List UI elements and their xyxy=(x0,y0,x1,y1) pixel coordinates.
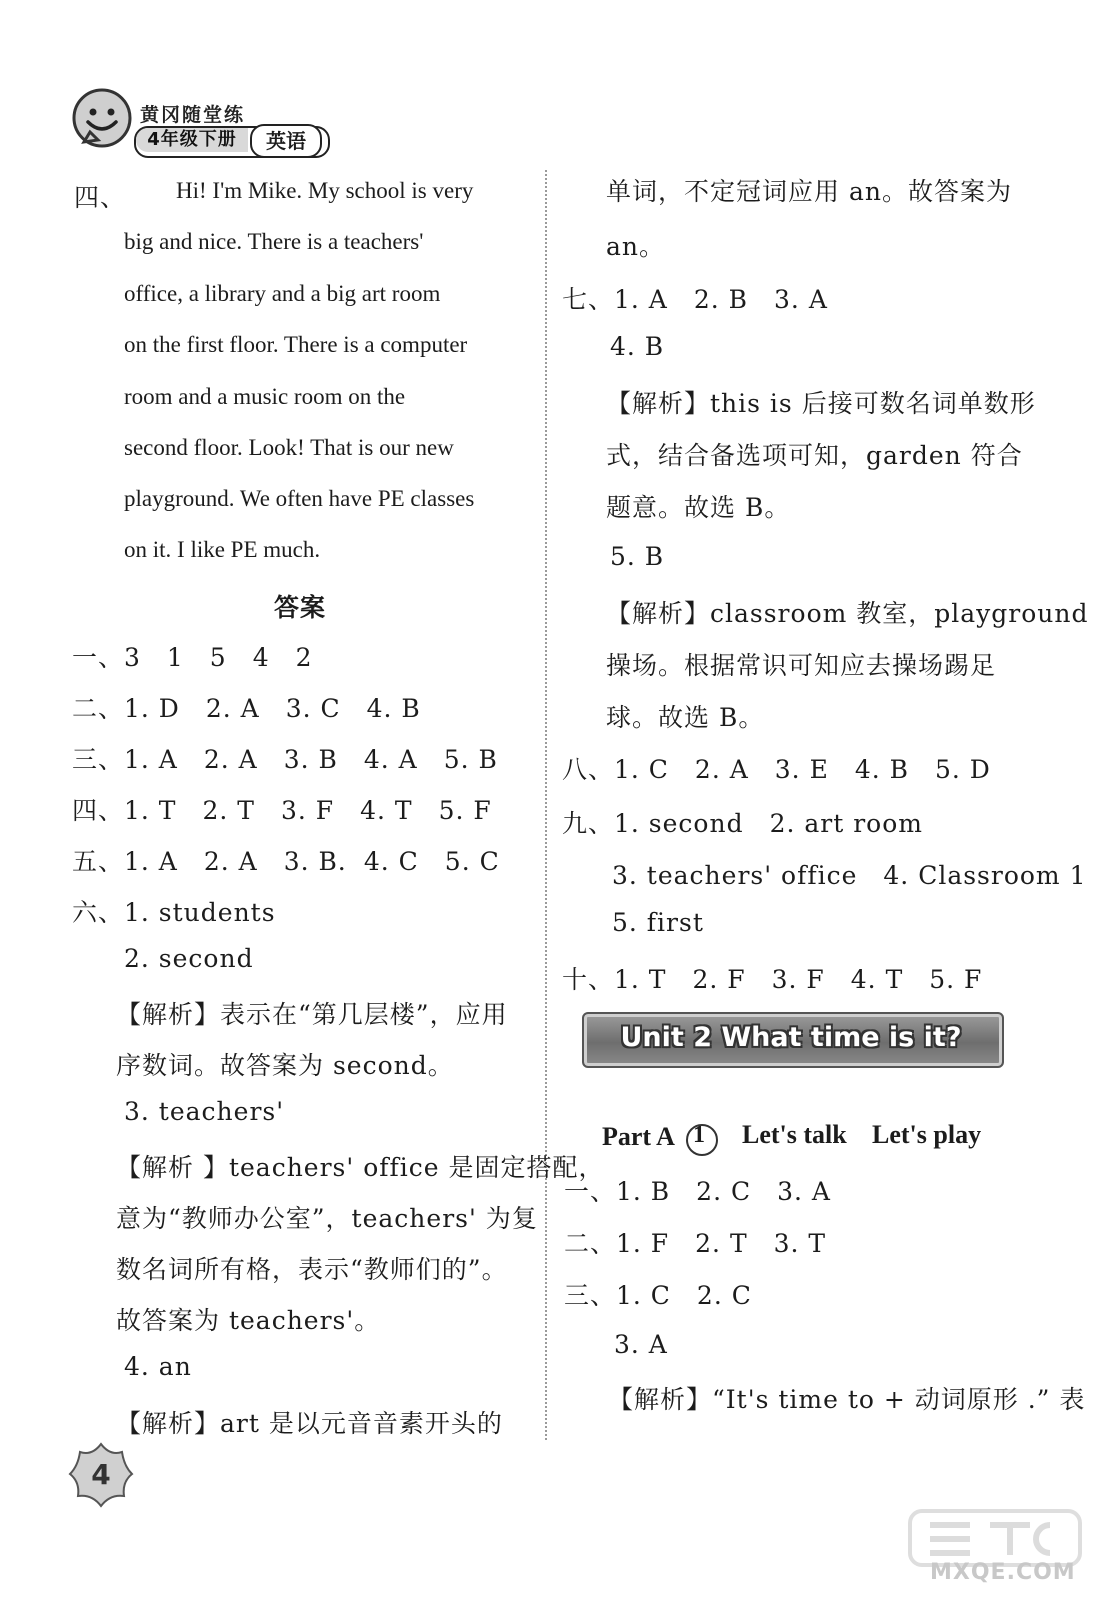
answer-section-6: 六、1. students xyxy=(72,898,276,927)
explanation-line: 意为“教师办公室”，teachers' 为复 xyxy=(116,1204,538,1233)
answer-item: 3. teachers' xyxy=(124,1097,285,1126)
passage-line: playground. We often have PE classes xyxy=(124,486,475,511)
passage-line: big and nice. There is a teachers' xyxy=(124,229,424,254)
column-divider xyxy=(545,170,547,1440)
explanation-line: 【解析 】teachers' office 是固定搭配， xyxy=(116,1153,605,1182)
explanation-line: 序数词。故答案为 second。 xyxy=(116,1051,454,1080)
answer-section-3: 三、1. A 2. A 3. B 4. A 5. B xyxy=(72,745,498,774)
explanation-line: 【解析】“It's time to + 动词原形 .” 表 xyxy=(608,1385,1086,1414)
answers-title: 答案 xyxy=(274,593,327,622)
subject-tag: 英语 xyxy=(250,124,322,158)
unit2-answer-section-2: 二、1. F 2. T 3. T xyxy=(564,1229,827,1258)
explanation-line: 单词，不定冠词应用 an。故答案为 xyxy=(606,177,1012,206)
answer-section-8: 八、1. C 2. A 3. E 4. B 5. D xyxy=(562,755,991,784)
explanation-line: 【解析】classroom 教室，playground xyxy=(606,599,1089,628)
answer-item: 4. an xyxy=(124,1352,192,1381)
explanation-line: 题意。故选 B。 xyxy=(606,493,791,522)
page-number: 4 xyxy=(91,1458,111,1491)
answer-section-2: 二、1. D 2. A 3. C 4. B xyxy=(72,694,421,723)
part-number: 1 xyxy=(693,1122,705,1148)
unit-title: Unit 2 What time is it? xyxy=(620,1022,962,1053)
unit2-answer-section-3: 三、1. C 2. C xyxy=(564,1281,752,1310)
passage-line: on the first floor. There is a computer xyxy=(124,332,468,357)
answer-item: 2. second xyxy=(124,944,254,973)
answer-section-5: 五、1. A 2. A 3. B．4. C 5. C xyxy=(72,847,500,876)
answer-section-9: 九、1. second 2. art room xyxy=(562,809,923,838)
answer-section-4: 四、1. T 2. T 3. F 4. T 5. F xyxy=(72,796,492,825)
unit2-answer-section-1: 一、1. B 2. C 3. A xyxy=(564,1177,831,1206)
grade-label: 4年级下册 xyxy=(136,128,248,152)
answer-item: 3. A xyxy=(614,1330,668,1359)
explanation-line: 式，结合备选项可知，garden 符合 xyxy=(606,441,1023,470)
explanation-line: 数名词所有格，表示“教师们的”。 xyxy=(116,1255,508,1284)
passage-line: office, a library and a big art room xyxy=(124,281,441,306)
explanation-line: 【解析】表示在“第几层楼”，应用 xyxy=(116,1000,508,1029)
passage-marker: 四、 xyxy=(74,183,127,212)
passage-line: Hi! I'm Mike. My school is very xyxy=(176,178,474,203)
brand-name: 黄冈随堂练 xyxy=(140,104,246,126)
answer-section-7: 七、1. A 2. B 3. A xyxy=(562,285,828,314)
passage-line: second floor. Look! That is our new xyxy=(124,435,454,460)
answer-section-1: 一、3 1 5 4 2 xyxy=(72,643,313,672)
answer-item: 3. teachers' office 4. Classroom 1 xyxy=(612,861,1087,890)
explanation-line: 【解析】this is 后接可数名词单数形 xyxy=(606,389,1036,418)
passage-line: room and a music room on the xyxy=(124,384,406,409)
explanation-line: 【解析】art 是以元音音素开头的 xyxy=(116,1409,503,1438)
answer-item: 5. B xyxy=(610,542,665,571)
explanation-line: 球。故选 B。 xyxy=(606,703,765,732)
part-play: Let's play xyxy=(872,1120,982,1149)
explanation-line: an。 xyxy=(606,232,666,261)
explanation-line: 操场。根据常识可知应去操场踢足 xyxy=(606,651,997,680)
explanation-line: 故答案为 teachers'。 xyxy=(116,1306,381,1335)
passage-line: on it. I like PE much. xyxy=(124,537,321,562)
answer-item: 4. B xyxy=(610,332,665,361)
answer-section-10: 十、1. T 2. F 3. F 4. T 5. F xyxy=(562,965,983,994)
part-label: Part A xyxy=(602,1122,675,1151)
answer-item: 5. first xyxy=(612,908,704,937)
watermark-url: MXQE.COM xyxy=(930,1560,1076,1585)
smiley-logo-icon xyxy=(70,88,134,152)
part-talk: Let's talk xyxy=(742,1120,847,1149)
